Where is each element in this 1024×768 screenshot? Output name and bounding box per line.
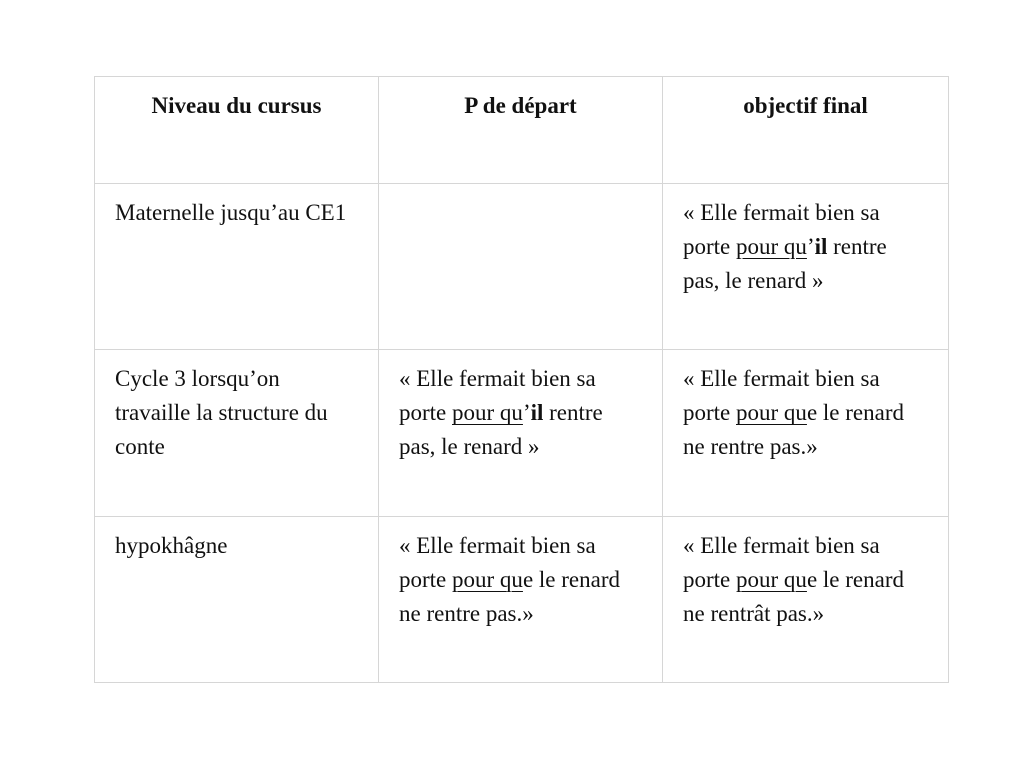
cell-depart: « Elle fermait bien sa porte pour que le renard ne rentre pas.» bbox=[379, 516, 663, 682]
cursus-table bbox=[94, 76, 949, 683]
bold-text: il bbox=[814, 234, 828, 260]
header-row bbox=[95, 77, 949, 184]
cell-level: Maternelle jusqu’au CE1 bbox=[95, 184, 379, 350]
underlined-text: pour qu bbox=[452, 400, 523, 426]
header-depart: P de départ bbox=[379, 77, 663, 184]
cell-level: Cycle 3 lorsqu’on travaille la structure du conte bbox=[95, 350, 379, 516]
underlined-text: pour qu bbox=[736, 400, 807, 426]
table-row bbox=[95, 350, 949, 516]
cell-objectif: « Elle fermait bien sa porte pour que le renard ne rentre pas.» bbox=[663, 350, 949, 516]
header-objectif: objectif final bbox=[663, 77, 949, 184]
underlined-text: pour qu bbox=[452, 566, 523, 592]
cell-depart: « Elle fermait bien sa porte pour qu’il rentre pas, le renard » bbox=[379, 350, 663, 516]
cell-objectif: « Elle fermait bien sa porte pour qu’il rentre pas, le renard » bbox=[663, 184, 949, 350]
underlined-text: pour qu bbox=[736, 234, 807, 260]
bold-text: il bbox=[530, 400, 544, 426]
table-row bbox=[95, 516, 949, 682]
table-row bbox=[95, 184, 949, 350]
cell-objectif: « Elle fermait bien sa porte pour que le renard ne rentrât pas.» bbox=[663, 516, 949, 682]
underlined-text: pour qu bbox=[736, 566, 807, 592]
cell-depart bbox=[379, 184, 663, 350]
header-niveau: Niveau du cursus bbox=[95, 77, 379, 184]
cell-level: hypokhâgne bbox=[95, 516, 379, 682]
